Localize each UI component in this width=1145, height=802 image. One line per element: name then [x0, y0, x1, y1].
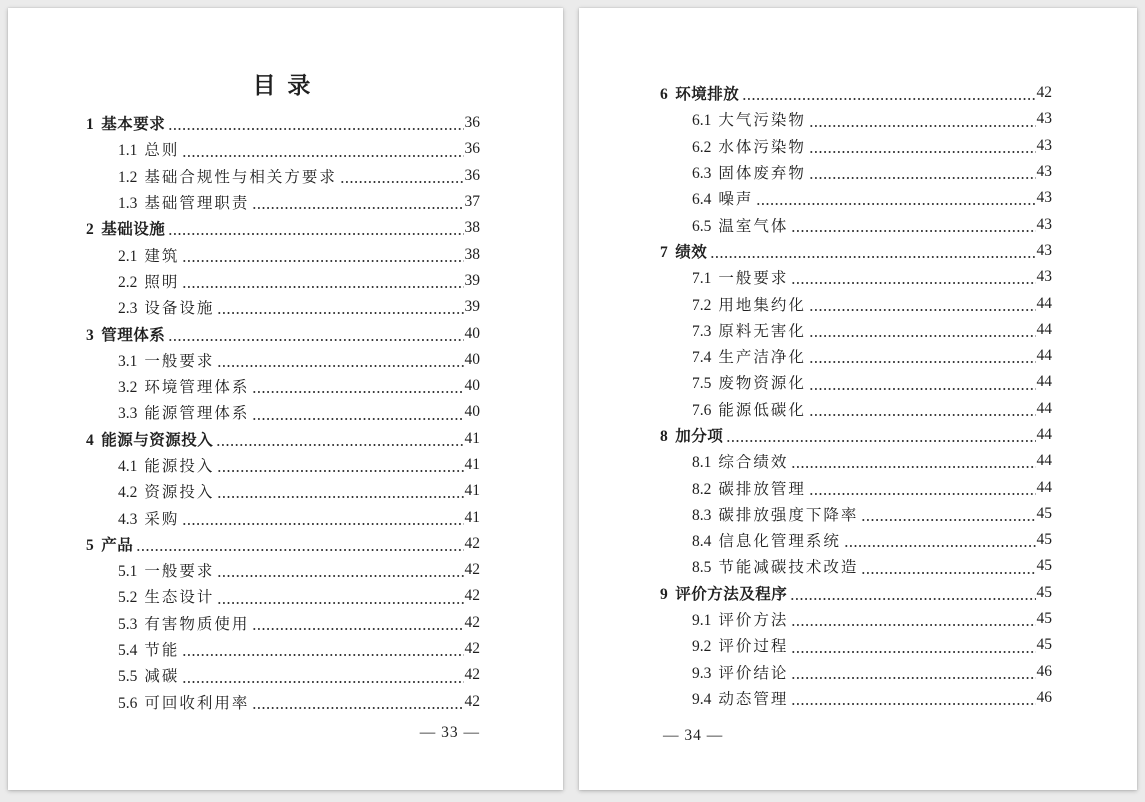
toc-entry-page: 41: [464, 508, 480, 526]
toc-entry-number: 5.5: [118, 668, 138, 686]
toc-entry-page: 45: [1036, 636, 1052, 654]
toc-entry-text: 节能: [144, 642, 180, 660]
toc-dot-leader: [809, 151, 1036, 153]
toc-entry-label: [692, 503, 858, 525]
toc-entry-number: 3.2: [118, 379, 138, 397]
toc-dot-leader: [217, 470, 463, 472]
toc-entry-text: 基础设施: [101, 221, 166, 239]
toc-entry-text: 基本要求: [101, 116, 166, 134]
toc-entry-text: 加分项: [675, 428, 724, 445]
toc-dot-leader: [217, 312, 463, 314]
toc-dot-leader: [809, 335, 1036, 337]
toc-entry-label: [86, 533, 133, 555]
toc-entry-page: 43: [1036, 110, 1052, 128]
toc-entry: [86, 426, 480, 452]
toc-dot-leader: [791, 624, 1035, 626]
toc-dot-leader: [809, 309, 1036, 311]
toc-entry-number: 5.4: [118, 642, 138, 660]
toc-dot-leader: [756, 203, 1035, 205]
toc-entry-page: 40: [464, 377, 480, 395]
toc-entry-page: 38: [464, 245, 480, 263]
toc-entry-page: 43: [1036, 268, 1052, 286]
toc-entry-label: [692, 555, 858, 577]
toc-entry-number: 1.1: [118, 142, 138, 160]
toc-entry-label: [692, 108, 806, 130]
toc-dot-leader: [809, 125, 1036, 127]
toc-entry-number: 9.3: [692, 664, 712, 682]
toc-entry-text: 总则: [144, 142, 180, 160]
toc-dot-leader: [216, 444, 463, 446]
toc-entry-label: [86, 428, 213, 450]
toc-entry-number: 2.3: [118, 300, 138, 318]
toc-entry-page: 42: [1036, 84, 1052, 102]
toc-title: 目 录: [252, 73, 314, 98]
toc-entry-text: 一般要求: [718, 270, 789, 288]
toc-dot-leader: [791, 651, 1035, 653]
toc-entry: [660, 264, 1052, 290]
toc-entry-page: 44: [1036, 294, 1052, 312]
toc-entry-label: [660, 240, 707, 262]
toc-entry: [660, 238, 1052, 264]
toc-entry: [86, 373, 480, 399]
toc-entry-text: 废物资源化: [718, 375, 806, 393]
toc-entry-number: 9.1: [692, 612, 712, 630]
toc-entry: [86, 662, 480, 688]
toc-entry-text: 建筑: [144, 247, 180, 265]
toc-dot-leader: [217, 365, 463, 367]
toc-entry-page: 45: [1036, 583, 1052, 601]
page-number-footer-34: — 34 —: [663, 727, 724, 744]
toc-entry-page: 37: [464, 193, 480, 211]
toc-dot-leader: [168, 128, 463, 130]
toc-dot-leader: [217, 575, 463, 577]
page-33-content: [8, 8, 563, 790]
toc-entry-number: 3: [86, 326, 95, 344]
toc-entry-page: 44: [1036, 426, 1052, 443]
toc-entry-label: [118, 559, 214, 581]
toc-entry-number: 4.3: [118, 510, 138, 528]
toc-entry-number: 6: [660, 86, 669, 104]
toc-entry: [86, 268, 480, 294]
toc-entry-number: 3.1: [118, 352, 138, 370]
toc-entry-number: 5.2: [118, 589, 138, 607]
toc-entry-text: 温室气体: [718, 217, 789, 235]
toc-entry-text: 用地集约化: [718, 296, 806, 314]
toc-dot-leader: [861, 572, 1035, 574]
toc-entry-number: 8.4: [692, 533, 712, 551]
toc-entry-page: 45: [1036, 557, 1052, 575]
toc-entry: [660, 343, 1052, 369]
toc-entry-label: [118, 585, 214, 607]
toc-entry-label: [692, 319, 806, 341]
toc-entry: [660, 659, 1052, 685]
toc-entry-text: 噪声: [718, 191, 754, 209]
toc-entry: [660, 106, 1052, 132]
toc-entry: [86, 610, 480, 636]
toc-entry: [660, 474, 1052, 500]
toc-entry-label: [692, 634, 788, 656]
toc-entry: [660, 606, 1052, 632]
toc-entry-number: 1.3: [118, 195, 138, 213]
toc-entry-text: 评价过程: [718, 638, 789, 656]
toc-entry-page: 43: [1036, 163, 1052, 181]
toc-entry-text: 节能减碳技术改造: [718, 559, 859, 577]
toc-entry-text: 能源投入: [144, 458, 215, 475]
toc-entry-text: 基础合规性与相关方要求: [144, 168, 337, 186]
toc-entry-label: [118, 664, 179, 686]
toc-entry-page: 44: [1036, 478, 1052, 496]
toc-entry-text: 原料无害化: [718, 322, 806, 340]
toc-dot-leader: [217, 496, 463, 498]
toc-entry-page: 42: [464, 666, 480, 684]
toc-entry: [86, 583, 480, 609]
toc-entry: [86, 136, 480, 162]
toc-entry: [660, 159, 1052, 185]
toc-entry: [86, 110, 480, 136]
toc-entry-number: 2.1: [118, 247, 138, 265]
toc-entry-label: [692, 214, 788, 236]
toc-entry-page: 40: [464, 350, 480, 368]
toc-entry-number: 8.5: [692, 559, 712, 577]
toc-entry: [660, 80, 1052, 106]
toc-dot-leader: [182, 260, 463, 262]
toc-dot-leader: [809, 388, 1036, 390]
toc-entry-text: 环境排放: [675, 86, 740, 104]
toc-entry: [660, 553, 1052, 579]
toc-entry-page: 43: [1036, 189, 1052, 207]
toc-dot-leader: [809, 414, 1036, 416]
toc-entry-text: 有害物质使用: [144, 615, 250, 633]
toc-entry: [660, 185, 1052, 211]
toc-dot-leader: [168, 339, 463, 341]
toc-entry-page: 44: [1036, 347, 1052, 365]
toc-entry-text: 一般要求: [144, 563, 215, 581]
toc-entry: [86, 294, 480, 320]
toc-entry-label: [118, 480, 214, 502]
toc-entry-text: 能源低碳化: [718, 401, 806, 419]
toc-entry-number: 2: [86, 221, 95, 239]
toc-entry-text: 评价方法: [718, 612, 789, 630]
toc-entry-page: 46: [1036, 688, 1052, 706]
toc-entry-page: 41: [464, 429, 480, 447]
toc-entry-text: 照明: [144, 273, 180, 291]
toc-entry: [660, 396, 1052, 422]
toc-entry-page: 45: [1036, 504, 1052, 522]
toc-entry-label: [86, 112, 165, 134]
toc-entry: [86, 478, 480, 504]
toc-entry-number: 6.4: [692, 191, 712, 209]
toc-entry-label: [118, 375, 249, 397]
toc-entry-page: 41: [464, 482, 480, 500]
toc-entry: [660, 317, 1052, 343]
toc-entry-number: 7.4: [692, 349, 712, 367]
toc-entry-number: 7: [660, 243, 669, 261]
toc-entry-label: [118, 244, 179, 266]
page-34-content: [579, 8, 1137, 790]
toc-entry-text: 固体废弃物: [718, 165, 806, 183]
toc-dot-leader: [340, 181, 464, 183]
toc-entry-page: 38: [464, 219, 480, 237]
toc-dot-leader: [726, 440, 1035, 442]
toc-entry-page: 42: [464, 534, 480, 552]
toc-entry-label: [118, 638, 179, 660]
toc-entry-number: 1.2: [118, 168, 138, 186]
toc-entry-text: 一般要求: [144, 352, 215, 370]
toc-entry-page: 45: [1036, 531, 1052, 549]
toc-dot-leader: [252, 707, 463, 709]
toc-entry-text: 环境管理体系: [144, 379, 250, 397]
toc-dot-leader: [791, 466, 1035, 468]
toc-dot-leader: [791, 230, 1035, 232]
toc-entry-page: 46: [1036, 662, 1052, 680]
toc-entry-text: 产品: [101, 536, 134, 554]
toc-entry-text: 综合绩效: [718, 454, 789, 472]
toc-entry-label: [86, 323, 165, 345]
toc-entry-number: 8.3: [692, 506, 712, 524]
toc-entry-label: [692, 477, 806, 499]
toc-entry: [86, 163, 480, 189]
toc-dot-leader: [182, 523, 463, 525]
toc-entry-text: 信息化管理系统: [718, 533, 841, 551]
toc-entry-number: 1: [86, 116, 95, 134]
toc-entry-label: [692, 398, 806, 420]
toc-entry-page: 42: [464, 613, 480, 631]
toc-entry-label: [118, 401, 249, 423]
toc-entry-number: 4.2: [118, 484, 138, 502]
toc-entry-label: [118, 191, 249, 213]
toc-entry: [660, 501, 1052, 527]
toc-entry-number: 5.6: [118, 694, 138, 712]
toc-entry: [660, 369, 1052, 395]
toc-entry-page: 42: [464, 587, 480, 605]
toc-entry-number: 3.3: [118, 405, 138, 423]
toc-entry: [660, 580, 1052, 606]
toc-entry-text: 管理体系: [101, 326, 166, 344]
toc-dot-leader: [791, 677, 1035, 679]
toc-entry-number: 7.6: [692, 401, 712, 419]
toc-dot-leader: [809, 493, 1036, 495]
toc-entry-page: 39: [464, 298, 480, 316]
toc-entry: [660, 448, 1052, 474]
toc-entry-number: 8.2: [692, 480, 712, 498]
toc-entry-page: 42: [464, 692, 480, 710]
toc-entry-page: 40: [464, 324, 480, 342]
toc-entry-label: [692, 371, 806, 393]
toc-entry-text: 水体污染物: [718, 138, 806, 156]
toc-entry: [86, 557, 480, 583]
toc-entry-label: [692, 135, 806, 157]
toc-entry-label: [118, 507, 179, 529]
toc-entry-number: 9.4: [692, 690, 712, 708]
toc-entry: [86, 320, 480, 346]
toc-entry-text: 评价方法及程序: [675, 585, 788, 603]
toc-entry-page: 45: [1036, 610, 1052, 628]
toc-entry-text: 评价结论: [718, 664, 789, 682]
toc-dot-leader: [182, 155, 463, 157]
toc-list-left: [86, 110, 480, 715]
toc-entry: [86, 241, 480, 267]
toc-entry-page: 43: [1036, 241, 1052, 259]
toc-entry-number: 8.1: [692, 454, 712, 472]
toc-entry-label: [118, 612, 249, 634]
toc-entry-page: 44: [1036, 320, 1052, 338]
toc-entry: [660, 290, 1052, 316]
toc-entry-number: 9: [660, 585, 669, 603]
toc-entry-label: [692, 608, 788, 630]
toc-entry-number: 6.2: [692, 138, 712, 156]
toc-entry-label: [692, 661, 788, 683]
toc-entry-page: 36: [464, 166, 480, 184]
toc-dot-leader: [252, 628, 463, 630]
toc-entry-label: [118, 296, 214, 318]
toc-entry: [86, 399, 480, 425]
toc-entry-number: 4.1: [118, 458, 138, 475]
toc-entry: [86, 504, 480, 530]
toc-dot-leader: [168, 233, 463, 235]
toc-entry-number: 5.1: [118, 563, 138, 581]
toc-list-right: [660, 8, 1052, 711]
toc-entry-number: 8: [660, 428, 669, 445]
toc-entry-label: [692, 161, 806, 183]
page-34: [579, 8, 1137, 790]
toc-entry-label: [692, 687, 788, 709]
toc-entry: [660, 422, 1052, 448]
toc-dot-leader: [710, 256, 1035, 258]
toc-entry-text: 能源管理体系: [144, 405, 250, 423]
toc-entry-page: 42: [464, 640, 480, 658]
toc-entry-label: [118, 349, 214, 371]
toc-entry-text: 基础管理职责: [144, 195, 250, 213]
toc-entry-number: 7.5: [692, 375, 712, 393]
toc-entry-label: [660, 424, 723, 446]
toc-entry-text: 资源投入: [144, 484, 215, 502]
page-number-footer-33: — 33 —: [419, 724, 480, 741]
toc-entry-number: 7.1: [692, 270, 712, 288]
toc-entry-text: 减碳: [144, 668, 180, 686]
toc-entry-label: [118, 454, 214, 476]
toc-dot-leader: [252, 391, 463, 393]
toc-entry-number: 2.2: [118, 273, 138, 291]
toc-entry-page: 44: [1036, 373, 1052, 391]
toc-entry-number: 6.1: [692, 112, 712, 130]
toc-entry: [86, 636, 480, 662]
toc-entry-label: [692, 450, 788, 472]
toc-entry-page: 44: [1036, 452, 1052, 470]
toc-entry-number: 5.3: [118, 615, 138, 633]
toc-entry-label: [692, 529, 841, 551]
toc-entry: [86, 215, 480, 241]
toc-dot-leader: [791, 282, 1035, 284]
toc-entry: [660, 632, 1052, 658]
toc-entry: [86, 452, 480, 478]
toc-entry-page: 42: [464, 561, 480, 579]
toc-dot-leader: [182, 286, 463, 288]
toc-dot-leader: [742, 98, 1035, 100]
toc-entry-label: [660, 82, 739, 104]
toc-entry-number: 6.5: [692, 217, 712, 235]
toc-entry-text: 绩效: [675, 243, 708, 261]
toc-entry-number: 9.2: [692, 638, 712, 656]
toc-entry-label: [118, 691, 249, 713]
toc-entry: [660, 211, 1052, 237]
toc-entry-text: 动态管理: [718, 690, 789, 708]
toc-dot-leader: [252, 418, 463, 420]
toc-entry-label: [692, 266, 788, 288]
toc-entry-page: 40: [464, 403, 480, 421]
toc-dot-leader: [182, 681, 463, 683]
toc-entry-text: 生产洁净化: [718, 349, 806, 367]
toc-dot-leader: [252, 207, 463, 209]
toc-entry-label: [86, 217, 165, 239]
toc-entry-label: [692, 187, 753, 209]
toc-dot-leader: [791, 703, 1035, 705]
toc-entry: [660, 685, 1052, 711]
toc-entry-number: 7.2: [692, 296, 712, 314]
toc-entry-label: [118, 270, 179, 292]
toc-entry-text: 生态设计: [144, 589, 215, 607]
toc-entry-text: 设备设施: [144, 300, 215, 318]
toc-dot-leader: [182, 654, 463, 656]
toc-entry-text: 大气污染物: [718, 112, 806, 130]
toc-entry-label: [118, 138, 179, 160]
toc-entry-page: 43: [1036, 215, 1052, 233]
toc-entry-label: [692, 345, 806, 367]
toc-entry-text: 采购: [144, 510, 180, 528]
toc-entry-text: 碳排放管理: [718, 480, 806, 498]
toc-entry: [86, 531, 480, 557]
toc-entry-label: [660, 582, 787, 604]
toc-entry-number: 5: [86, 536, 95, 554]
toc-dot-leader: [136, 549, 463, 551]
toc-dot-leader: [809, 361, 1036, 363]
toc-entry-page: 44: [1036, 399, 1052, 417]
toc-entry-page: 41: [464, 456, 480, 473]
toc-dot-leader: [861, 519, 1035, 521]
toc-dot-leader: [844, 545, 1036, 547]
toc-dot-leader: [790, 598, 1035, 600]
toc-entry: [660, 527, 1052, 553]
toc-entry-page: 36: [464, 114, 480, 132]
toc-entry-number: 7.3: [692, 322, 712, 340]
page-33: [8, 8, 563, 790]
toc-entry-text: 能源与资源投入: [101, 431, 214, 449]
toc-entry-page: 36: [464, 140, 480, 158]
toc-entry-text: 可回收利用率: [144, 694, 250, 712]
toc-dot-leader: [809, 177, 1036, 179]
toc-entry: [86, 189, 480, 215]
toc-entry-number: 6.3: [692, 165, 712, 183]
toc-entry-number: 4: [86, 431, 95, 449]
toc-entry: [86, 689, 480, 715]
toc-entry: [86, 347, 480, 373]
toc-entry-page: 43: [1036, 136, 1052, 154]
toc-entry-label: [692, 293, 806, 315]
toc-dot-leader: [217, 602, 463, 604]
toc-entry-text: 碳排放强度下降率: [718, 506, 859, 524]
toc-entry: [660, 133, 1052, 159]
toc-entry-label: [118, 165, 337, 187]
toc-entry-page: 39: [464, 271, 480, 289]
